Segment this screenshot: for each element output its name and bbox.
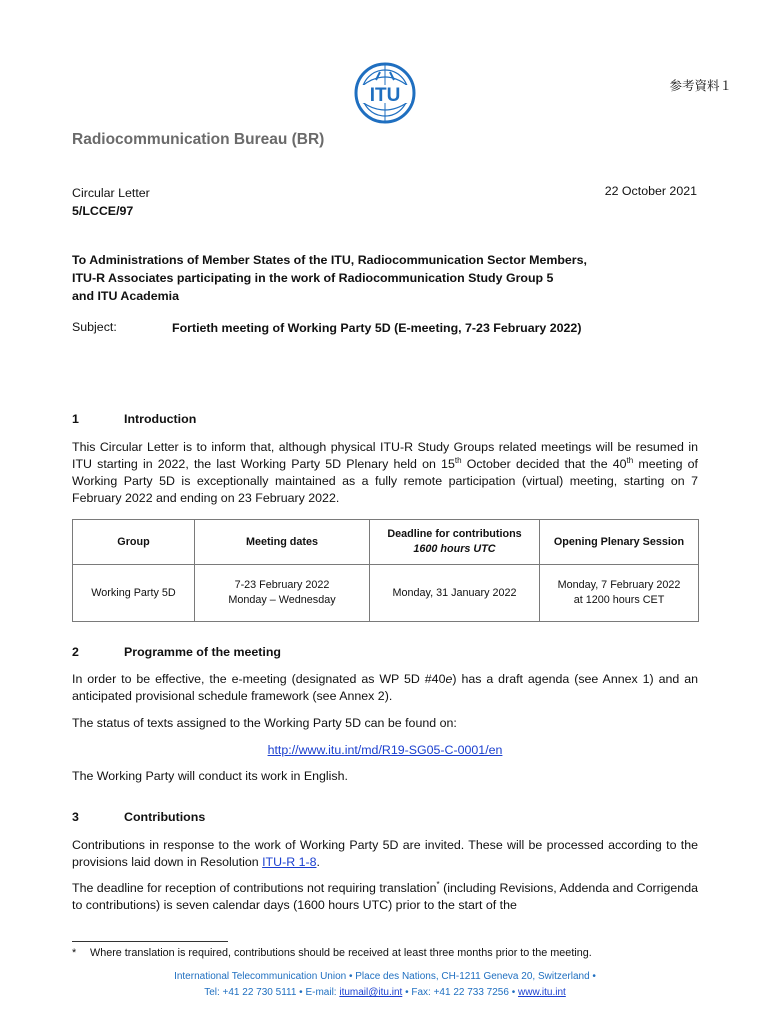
contributions-paragraph: Contributions in response to the work of Working Party 5D are invited. These will be processed according to the provisions laid down in Resolution ITU-R 1-8.	[72, 838, 698, 869]
cell-group: Working Party 5D	[73, 565, 195, 622]
table-header-row	[73, 520, 699, 565]
section-title: Programme of the meeting	[124, 645, 281, 659]
section-title: Introduction	[124, 412, 197, 426]
header-meeting-dates: Meeting dates	[195, 520, 370, 565]
footer-contact: Tel: +41 22 730 5111 • E-mail: itumail@itu.int • Fax: +41 22 733 7256 • www.itu.int	[204, 987, 566, 998]
footnote-mark: *	[72, 947, 77, 959]
circular-letter-block	[72, 184, 150, 220]
status-paragraph: The status of texts assigned to the Working Party 5D can be found on:	[72, 716, 457, 730]
footnote-divider	[72, 941, 228, 942]
table-row	[73, 565, 699, 622]
subject-label: Subject:	[72, 320, 117, 334]
section-number: 1	[72, 412, 79, 426]
addressee-line: ITU-R Associates participating in the work of Radiocommunication Study Group 5	[72, 271, 554, 285]
letter-date: 22 October 2021	[604, 184, 697, 198]
documents-link[interactable]: http://www.itu.int/md/R19-SG05-C-0001/en	[267, 743, 503, 757]
language-paragraph: The Working Party will conduct its work in English.	[72, 769, 348, 783]
section-title: Contributions	[124, 810, 206, 824]
reference-label: 参考資料１	[669, 79, 732, 93]
letter-number: 5/LCCE/97	[72, 204, 134, 218]
intro-paragraph: This Circular Letter is to inform that, although physical ITU-R Study Groups related meetings will be resumed in ITU starting in 2022, the last Working Party 5D Plenary held on 15th October decided that the 40th meeting of Working Party 5D is exceptionally maintained as a fully remote participation (virtual) meeting, starting on 7 February 2022 and ending on 23 February 2022.	[72, 440, 698, 505]
programme-paragraph: In order to be effective, the e-meeting (designated as WP 5D #40e) has a draft agenda (see Annex 1) and an anticipated provisional schedule framework (see Annex 2).	[72, 672, 698, 703]
addressee-line: and ITU Academia	[72, 289, 179, 303]
footer-web-link[interactable]: www.itu.int	[518, 987, 566, 998]
section-number: 2	[72, 645, 79, 659]
footer-address: International Telecommunication Union • Place des Nations, CH-1211 Geneva 20, Switzerland •	[174, 971, 596, 982]
itu-logo	[350, 58, 420, 128]
section-number: 3	[72, 810, 79, 824]
meeting-table	[72, 519, 699, 622]
cell-deadline: Monday, 31 January 2022	[370, 565, 540, 622]
deadline-paragraph: The deadline for reception of contributions not requiring translation* (including Revisions, Addenda and Corrigenda to contributions) is seven calendar days (1600 hours UTC) prior to the start of the	[72, 879, 698, 912]
letter-type: Circular Letter	[72, 186, 150, 200]
subject-text: Fortieth meeting of Working Party 5D (E-meeting, 7-23 February 2022)	[172, 321, 582, 335]
documents-link-line	[72, 742, 698, 759]
resolution-link[interactable]: ITU-R 1-8	[262, 855, 317, 869]
addressee-line: To Administrations of Member States of the ITU, Radiocommunication Sector Members,	[72, 253, 587, 267]
cell-meeting-dates: 7-23 February 2022 Monday – Wednesday	[195, 565, 370, 622]
section-heading-introduction	[72, 412, 196, 426]
section-heading-contributions	[72, 810, 205, 824]
header-deadline: Deadline for contributions 1600 hours UTC	[370, 520, 540, 565]
header-opening-plenary: Opening Plenary Session	[540, 520, 699, 565]
bureau-name: Radiocommunication Bureau (BR)	[72, 131, 325, 148]
footer-email-link[interactable]: itumail@itu.int	[339, 987, 403, 998]
footnote	[72, 947, 592, 959]
logo-text: ITU	[369, 85, 401, 106]
addressees	[72, 251, 712, 305]
header-group: Group	[73, 520, 195, 565]
cell-opening-plenary: Monday, 7 February 2022 at 1200 hours CET	[540, 565, 699, 622]
section-heading-programme	[72, 645, 281, 659]
footnote-text: Where translation is required, contributions should be received at least three months prior to the meeting.	[90, 947, 592, 959]
